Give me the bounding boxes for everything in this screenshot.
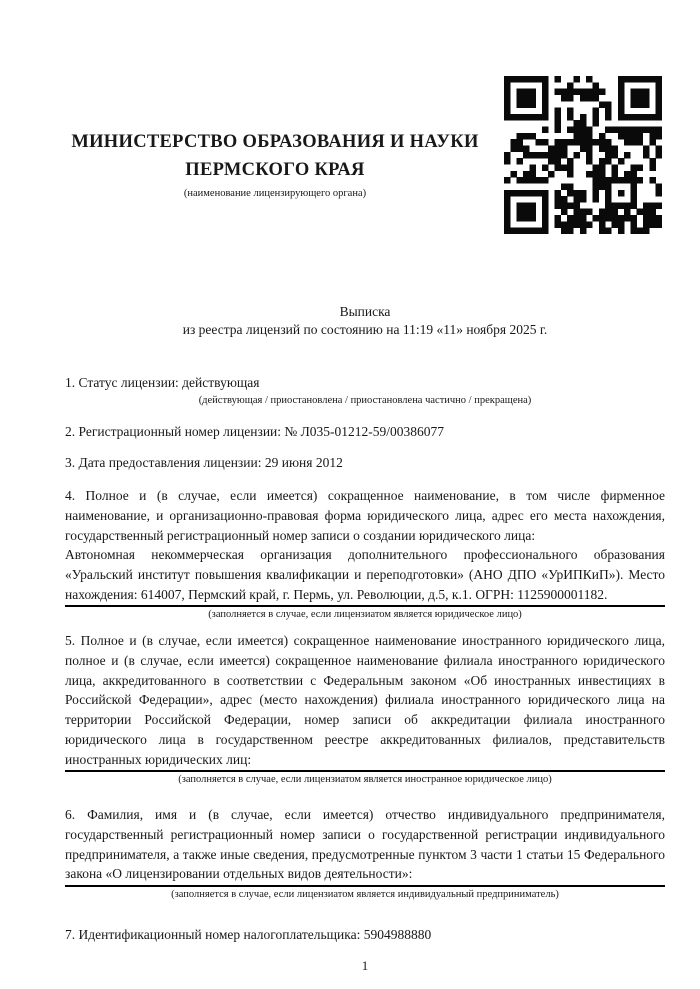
section-license-status <box>65 373 665 407</box>
section-foreign-entity <box>65 631 665 786</box>
legal-entity-caption: (заполняется в случае, если лицензиатом является юридическое лицо) <box>208 609 522 621</box>
document-title <box>65 0 665 339</box>
page-number: 1 <box>361 957 369 973</box>
foreign-entity-caption: (заполняется в случае, если лицензиатом является иностранное юридическое лицо) <box>178 774 552 786</box>
document-title-line2: из реестра лицензий по состоянию на 11:19 «11» ноября 2025 г. <box>182 322 548 337</box>
section-individual-entrepreneur <box>65 805 665 901</box>
license-status-text: 1. Статус лицензии: действующая <box>65 375 260 390</box>
section-legal-entity <box>65 486 665 621</box>
document-title-line1: Выписка <box>339 304 391 319</box>
license-date-text: 3. Дата предоставления лицензии: 29 июня 2012 <box>65 455 343 471</box>
legal-entity-question: 4. Полное и (в случае, если имеется) сокращенное наименование, в том числе фирменное наименование, и организационно-правовая форма юридического лица, адрес его места нахождения, государственный регистрационный номер записи о создании юридического лица: <box>65 488 665 543</box>
foreign-entity-question: 5. Полное и (в случае, если имеется) сокращенное наименование иностранного юридического лица, полное и (в случае, если имеется) сокращенное наименование филиала иностранного юридического лица, аккредитованного в соответствии с Федеральным законом «Об иностранных инвестициях в Российской Федерации», адрес (место нахождения) филиала иностранного юридического лица на территории Российской Федерации, номер записи об аккредитации филиала иностранного юридического лица в государственном реестре аккредитованных филиалов, представительств иностранных юридических лиц: <box>65 633 665 767</box>
ministry-name-line1: МИНИСТЕРСТВО ОБРАЗОВАНИЯ И НАУКИ <box>71 132 479 152</box>
taxpayer-number-text: 7. Идентификационный номер налогоплательщика: 5904988880 <box>65 927 432 943</box>
entrepreneur-question: 6. Фамилия, имя и (в случае, если имеется) отчество индивидуального предпринимателя, государственный регистрационный номер записи о государственной регистрации индивидуального предпринимателя, а также иные сведения, предусмотренные пунктом 3 части 1 статьи 15 Федерального закона «О лицензировании отдельных видов деятельности»: <box>65 807 665 882</box>
fill-line <box>65 605 665 607</box>
entrepreneur-caption: (заполняется в случае, если лицензиатом является индивидуальный предприниматель) <box>171 889 559 901</box>
ministry-name-line2: ПЕРМСКОГО КРАЯ <box>185 160 365 180</box>
license-status-options-caption: (действующая / приостановлена / приостановлена частично / прекращена) <box>198 394 532 406</box>
legal-entity-answer: Автономная некоммерческая организация дополнительного профессионального образования «Уральский институт повышения квалификации и переподготовки» (АНО ДПО «УрИПКиП»). Место нахождения: 614007, Пермский край, г. Пермь, ул. Революции, д.5, к.1. ОГРН: 1125900001182. <box>65 547 665 602</box>
document-content <box>65 0 665 975</box>
section-registration-number <box>65 422 665 442</box>
section-taxpayer-number <box>65 925 665 945</box>
fill-line <box>65 885 665 887</box>
registration-number-text: 2. Регистрационный номер лицензии: № Л035-01212-59/00386077 <box>65 423 445 439</box>
section-license-date <box>65 453 665 473</box>
licensing-authority-caption: (наименование лицензирующего органа) <box>183 188 367 199</box>
fill-line <box>65 770 665 772</box>
